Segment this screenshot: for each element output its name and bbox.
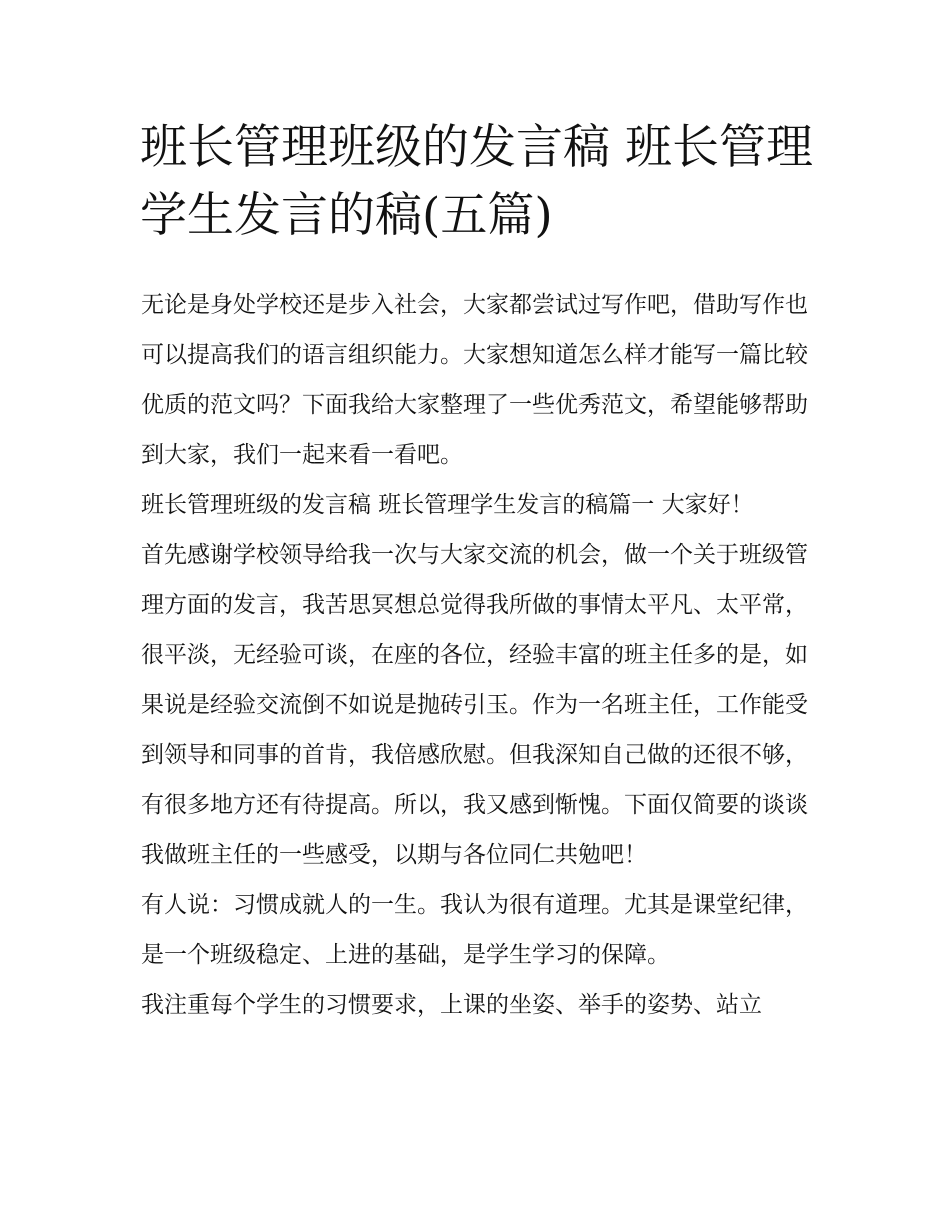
paragraph-habits: 有人说：习惯成就人的一生。我认为很有道理。尤其是课堂纪律，是一个班级稳定、上进的基础，是学生学习的保障。	[141, 892, 808, 968]
paragraph-thanks: 首先感谢学校领导给我一次与大家交流的机会，做一个关于班级管理方面的发言，我苦思冥想总觉得我所做的事情太平凡、太平常，很平淡，无经验可谈，在座的各位，经验丰富的班主任多的是，如果说是经验交流倒不如说是抛砖引玉。作为一名班主任，工作能受到领导和同事的首肯，我倍感欣慰。但我深知自己做的还很不够，有很多地方还有待提高。所以，我又感到惭愧。下面仅简要的谈谈我做班主任的一些感受，以期与各位同仁共勉吧！	[141, 542, 808, 868]
paragraph-intro: 无论是身处学校还是步入社会，大家都尝试过写作吧，借助写作也可以提高我们的语言组织能力。大家想知道怎么样才能写一篇比较优质的范文吗？下面我给大家整理了一些优秀范文，希望能够帮助到大家，我们一起来看一看吧。	[141, 292, 808, 468]
paragraph-requirements: 我注重每个学生的习惯要求，上课的坐姿、举手的姿势、站立	[141, 992, 762, 1018]
paragraph-section-heading: 班长管理班级的发言稿 班长管理学生发言的稿篇一 大家好！	[141, 492, 754, 518]
document-title: 班长管理班级的发言稿 班长管理学生发言的稿(五篇)	[140, 120, 813, 243]
document-body	[141, 280, 821, 1030]
